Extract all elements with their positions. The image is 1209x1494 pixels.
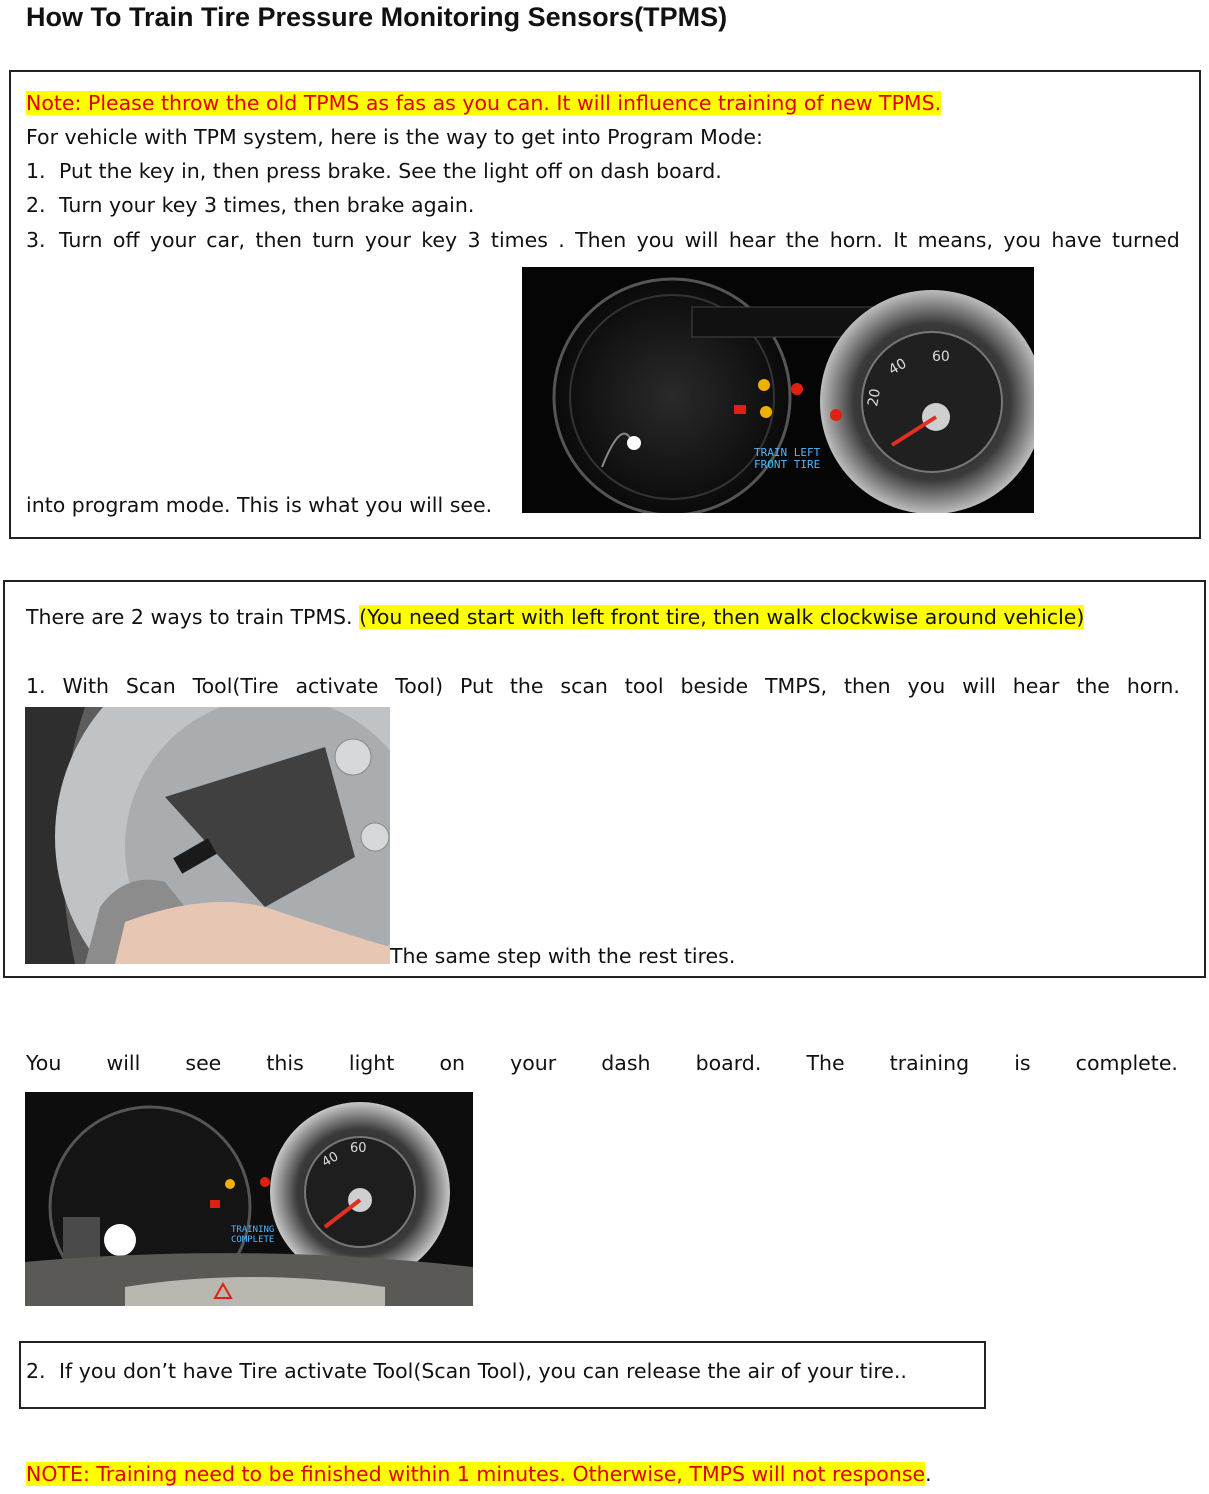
final-note-period: . xyxy=(925,1462,932,1486)
clockwise-highlight: (You need start with left front tire, then walk clockwise around vehicle) xyxy=(359,605,1085,629)
step-1-text: Put the key in, then press brake. See the light off on dash board. xyxy=(59,159,722,183)
method-1-word: hear xyxy=(1012,674,1060,698)
scan-tool-photo xyxy=(25,707,390,964)
step-3-word: your xyxy=(364,228,411,252)
step-1-number: 1. xyxy=(26,159,46,183)
dash-display-line-2: FRONT TIRE xyxy=(754,458,821,471)
final-note xyxy=(26,1460,932,1488)
training-complete-word: complete. xyxy=(1075,1051,1178,1075)
training-complete-word: You xyxy=(26,1051,62,1075)
method-1-word: Tool) xyxy=(395,674,444,698)
training-complete-word: dash xyxy=(601,1051,651,1075)
method-1-word: tool xyxy=(624,674,664,698)
training-complete-word: The xyxy=(806,1051,845,1075)
two-ways-lead: There are 2 ways to train TPMS. xyxy=(26,605,353,629)
method-1-word: then xyxy=(844,674,891,698)
final-note-text: NOTE: Training need to be finished within 1 minutes. Otherwise, TMPS will not response xyxy=(26,1462,926,1486)
svg-text:60: 60 xyxy=(932,349,950,365)
training-complete-text xyxy=(26,1049,1178,1077)
method-1-word: you xyxy=(907,674,946,698)
dashboard-complete-photo xyxy=(25,1092,473,1306)
method-1-word: the xyxy=(1076,674,1110,698)
svg-text:40: 40 xyxy=(319,1149,342,1171)
two-ways-line xyxy=(26,603,1084,631)
step-3-word: key xyxy=(421,228,458,252)
method-1-word: Scan xyxy=(125,674,176,698)
method-1-word: Tool(Tire xyxy=(192,674,279,698)
method-2-number: 2. xyxy=(26,1359,46,1383)
method-1-text xyxy=(26,672,1180,700)
program-mode-continuation: into program mode. This is what you will see. xyxy=(26,493,493,517)
step-3-word: you xyxy=(1003,228,1042,252)
step-3-word: have xyxy=(1051,228,1102,252)
step-3-word: turned xyxy=(1112,228,1180,252)
step-3-word: off xyxy=(112,228,140,252)
method-1-word: 1. xyxy=(26,674,46,698)
step-3-word: car, xyxy=(206,228,246,252)
step-3-number: 3. xyxy=(26,228,46,252)
method-1-word: the xyxy=(509,674,544,698)
step-3-word: Turn xyxy=(59,228,103,252)
method-1-word: Put xyxy=(459,674,493,698)
step-2-number: 2. xyxy=(26,193,46,217)
step-3-text xyxy=(59,226,1180,254)
method-1-word: With xyxy=(62,674,109,698)
step-3-word: times xyxy=(490,228,548,252)
complete-display-line-2: COMPLETE xyxy=(231,1235,275,1245)
method-1-word: activate xyxy=(295,674,379,698)
page-title: How To Train Tire Pressure Monitoring Sensors(TPMS) xyxy=(26,2,728,32)
old-tpms-note-text: Note: Please throw the old TPMS as fas as you can. It will influence training of new TPMS. xyxy=(26,91,942,115)
training-complete-word: will xyxy=(106,1051,141,1075)
training-complete-word: on xyxy=(439,1051,465,1075)
step-2 xyxy=(26,191,474,219)
rest-tires-text: The same step with the rest tires. xyxy=(390,944,736,968)
step-3-word: horn. xyxy=(829,228,883,252)
svg-text:40: 40 xyxy=(886,355,910,379)
method-2-text xyxy=(26,1357,907,1385)
training-complete-word: this xyxy=(266,1051,304,1075)
step-3-word: hear xyxy=(728,228,776,252)
method-1-word: horn. xyxy=(1126,674,1180,698)
training-complete-word: is xyxy=(1014,1051,1031,1075)
step-3-word: the xyxy=(785,228,820,252)
training-complete-word: training xyxy=(889,1051,970,1075)
training-complete-word: your xyxy=(510,1051,557,1075)
training-complete-word: light xyxy=(348,1051,395,1075)
training-complete-word: see xyxy=(185,1051,222,1075)
svg-text:20: 20 xyxy=(865,387,885,408)
step-3-word: . xyxy=(558,228,565,252)
old-tpms-note xyxy=(26,89,941,117)
program-mode-intro: For vehicle with TPM system, here is the way to get into Program Mode: xyxy=(26,125,763,149)
step-3-word: you xyxy=(636,228,675,252)
step-3-word: will xyxy=(684,228,719,252)
dash-display-line-1: TRAIN LEFT xyxy=(754,446,821,459)
step-3-word: means, xyxy=(917,228,994,252)
method-1-word: will xyxy=(962,674,996,698)
method-1-word: scan xyxy=(560,674,608,698)
step-3-word: then xyxy=(255,228,303,252)
svg-text:60: 60 xyxy=(350,1141,367,1156)
step-3-word: Then xyxy=(575,228,627,252)
step-1 xyxy=(26,157,722,185)
method-2-body: If you don’t have Tire activate Tool(Scan Tool), you can release the air of your tire.. xyxy=(59,1359,907,1383)
method-1-word: TMPS, xyxy=(765,674,828,698)
complete-display-line-1: TRAINING xyxy=(231,1225,275,1235)
step-2-text: Turn your key 3 times, then brake again. xyxy=(59,193,475,217)
step-3-word: your xyxy=(149,228,196,252)
method-1-word: beside xyxy=(680,674,749,698)
step-3-word: turn xyxy=(312,228,355,252)
step-3-word: It xyxy=(893,228,908,252)
training-complete-word: board. xyxy=(695,1051,762,1075)
step-3-word: 3 xyxy=(467,228,481,252)
dashboard-train-photo xyxy=(522,267,1034,513)
